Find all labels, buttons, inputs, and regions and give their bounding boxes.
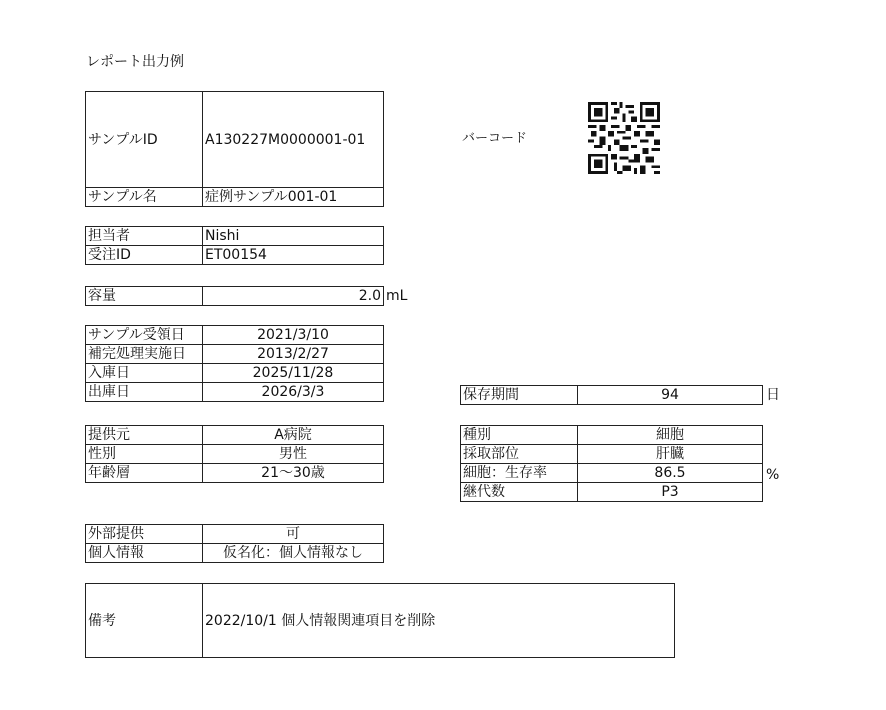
- staff-table: [85, 226, 384, 265]
- dates-table: [85, 325, 384, 402]
- collection-site-label: 採取部位: [461, 445, 578, 464]
- out-date-label: 出庫日: [86, 383, 203, 402]
- storage-table: [460, 385, 763, 405]
- consent-table: [85, 524, 384, 563]
- donor-table: [85, 425, 384, 483]
- volume-unit: mL: [386, 288, 408, 304]
- received-date-label: サンプル受領日: [86, 326, 203, 345]
- volume-table: [85, 286, 384, 306]
- barcode-label: バーコード: [462, 131, 528, 146]
- person-label: 担当者: [86, 227, 203, 246]
- order-id-label: 受注ID: [86, 246, 203, 265]
- external-provision-label: 外部提供: [86, 525, 203, 544]
- viability-value: 86.5: [578, 464, 763, 483]
- sample-name-label: サンプル名: [86, 188, 203, 207]
- remarks-table: [85, 583, 675, 658]
- remarks-value: 2022/10/1 個人情報関連項目を削除: [203, 584, 675, 658]
- in-date-value: 2025/11/28: [203, 364, 384, 383]
- storage-label: 保存期間: [461, 386, 578, 405]
- specimen-table: [460, 425, 763, 502]
- provider-value: A病院: [203, 426, 384, 445]
- external-provision-value: 可: [203, 525, 384, 544]
- volume-value: 2.0: [203, 287, 384, 306]
- storage-value: 94: [578, 386, 763, 405]
- out-date-value: 2026/3/3: [203, 383, 384, 402]
- passage-label: 継代数: [461, 483, 578, 502]
- received-date-value: 2021/3/10: [203, 326, 384, 345]
- sex-value: 男性: [203, 445, 384, 464]
- storage-unit: 日: [766, 387, 780, 403]
- viability-unit: %: [766, 467, 780, 483]
- sample-table: [85, 91, 384, 207]
- person-value: Nishi: [203, 227, 384, 246]
- sample-id-value: A130227M0000001-01: [203, 92, 384, 188]
- personal-info-value: 仮名化：個人情報なし: [203, 544, 384, 563]
- volume-label: 容量: [86, 287, 203, 306]
- personal-info-label: 個人情報: [86, 544, 203, 563]
- report-title: レポート出力例: [86, 54, 184, 70]
- remarks-label: 備考: [86, 584, 203, 658]
- passage-value: P3: [578, 483, 763, 502]
- collection-site-value: 肝臓: [578, 445, 763, 464]
- age-value: 21～30歳: [203, 464, 384, 483]
- provider-label: 提供元: [86, 426, 203, 445]
- in-date-label: 入庫日: [86, 364, 203, 383]
- sample-id-label: サンプルID: [86, 92, 203, 188]
- qr-code-icon: [587, 102, 661, 174]
- sex-label: 性別: [86, 445, 203, 464]
- age-label: 年齢層: [86, 464, 203, 483]
- specimen-type-label: 種別: [461, 426, 578, 445]
- specimen-type-value: 細胞: [578, 426, 763, 445]
- supplement-date-label: 補完処理実施日: [86, 345, 203, 364]
- order-id-value: ET00154: [203, 246, 384, 265]
- viability-label: 細胞：生存率: [461, 464, 578, 483]
- supplement-date-value: 2013/2/27: [203, 345, 384, 364]
- sample-name-value: 症例サンプル001-01: [203, 188, 384, 207]
